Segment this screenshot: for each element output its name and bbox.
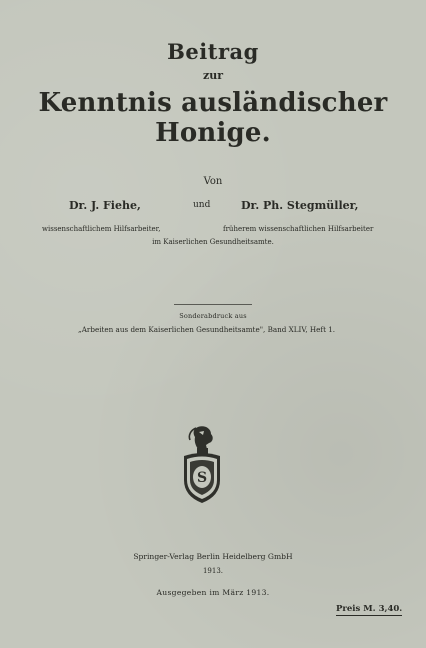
emblem-letter: S [196, 470, 208, 486]
byline-conjunction: und [193, 200, 211, 210]
author-1-name: Dr. J. Fiehe, [69, 199, 141, 212]
author-1-role: wissenschaftlichem Hilfsarbeiter, [42, 225, 161, 233]
title-line-3: Kenntnis ausländischer Honige. [38, 88, 388, 148]
title-line-1: Beitrag [167, 39, 259, 64]
title-line-2: zur [202, 69, 224, 82]
reprint-source: „Arbeiten aus dem Kaiserlichen Gesundheitsamte", Band XLIV, Heft 1. [78, 325, 336, 334]
price-label: Preis M. 3,40. [336, 604, 403, 614]
byline-von: Von [203, 176, 223, 187]
imprint-publisher: Springer-Verlag Berlin Heidelberg GmbH [133, 552, 293, 561]
publisher-knight-emblem-icon [176, 424, 228, 506]
author-2-role: früherem wissenschaftlichen Hilfsarbeiter [223, 225, 374, 233]
reprint-label: Sonderabdruck aus [179, 312, 247, 320]
imprint-issued: Ausgegeben im März 1913. [156, 588, 270, 597]
author-2-name: Dr. Ph. Stegmüller, [241, 199, 359, 212]
imprint-year: 1913. [202, 567, 224, 575]
separator-line [174, 304, 252, 305]
author-institution: im Kaiserlichen Gesundheitsamte. [152, 238, 274, 246]
